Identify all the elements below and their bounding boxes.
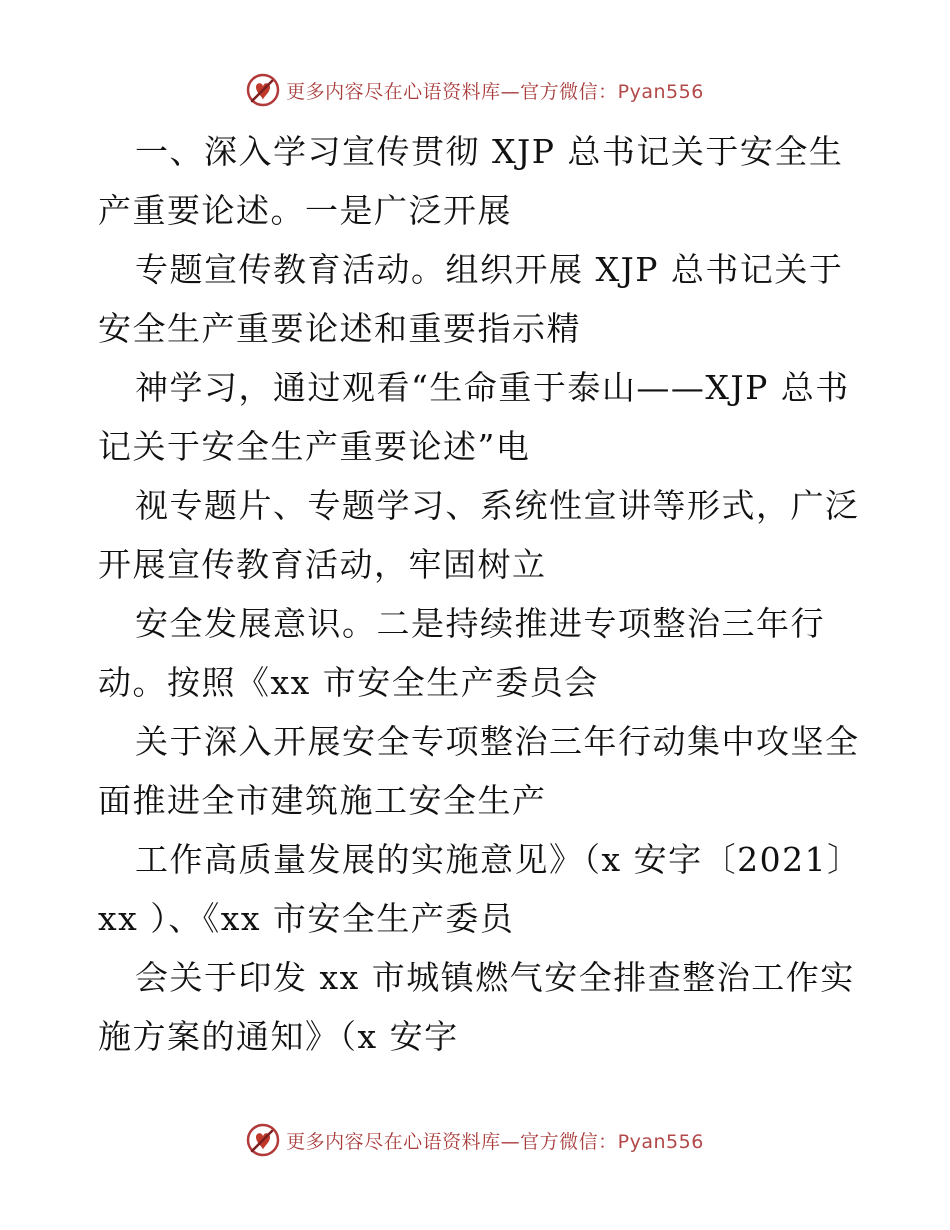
paragraph-line: 产重要论述。一是广泛开展	[98, 191, 512, 230]
paragraph-line: 关于深入开展安全专项整治三年行动集中攻坚全	[135, 722, 860, 761]
paragraph-line: 安全生产重要论述和重要指示精	[98, 309, 581, 348]
watermark-text: 更多内容尽在心语资料库—官方微信：	[286, 80, 618, 103]
wechat-id: Pyan556	[617, 1130, 704, 1153]
paragraph-line: 神学习，通过观看“生命重于泰山——XJP 总书	[135, 368, 850, 407]
paragraph-8	[98, 948, 858, 1066]
paragraph-line: 记关于安全生产重要论述”电	[98, 427, 531, 466]
paragraph-2	[98, 240, 858, 358]
heart-pen-logo-icon	[246, 1123, 280, 1157]
paragraph-7	[98, 830, 862, 948]
heart-pen-logo-icon	[246, 73, 280, 107]
paragraph-3	[98, 358, 858, 476]
paragraph-4	[98, 476, 858, 594]
paragraph-line: 施方案的通知》（x 安字	[98, 1017, 459, 1056]
paragraph-line: 专题宣传教育活动。组织开展 XJP 总书记关于	[135, 250, 844, 289]
paragraph-line: 视专题片、专题学习、系统性宣讲等形式，广泛	[135, 486, 860, 525]
paragraph-line: 面推进全市建筑施工安全生产	[98, 781, 547, 820]
paragraph-5	[98, 594, 858, 712]
paragraph-line: 会关于印发 xx 市城镇燃气安全排查整治工作实	[135, 958, 855, 997]
header-watermark	[0, 70, 950, 110]
watermark-text: 更多内容尽在心语资料库—官方微信：	[286, 1130, 618, 1153]
paragraph-6	[98, 712, 858, 830]
paragraph-line: 动。按照《xx 市安全生产委员会	[98, 663, 599, 702]
paragraph-line: 一、深入学习宣传贯彻 XJP 总书记关于安全生	[135, 132, 844, 171]
paragraph-line: 工作高质量发展的实施意见》（x 安字〔2021〕	[135, 840, 862, 879]
paragraph-line: 开展宣传教育活动，牢固树立	[98, 545, 547, 584]
paragraph-line: xx ）、《xx 市安全生产委员	[98, 899, 515, 938]
paragraph-1	[98, 122, 858, 240]
paragraph-line: 安全发展意识。二是持续推进专项整治三年行	[135, 604, 825, 643]
document-body	[98, 122, 862, 1066]
footer-watermark	[0, 1120, 950, 1160]
wechat-id: Pyan556	[617, 80, 704, 103]
